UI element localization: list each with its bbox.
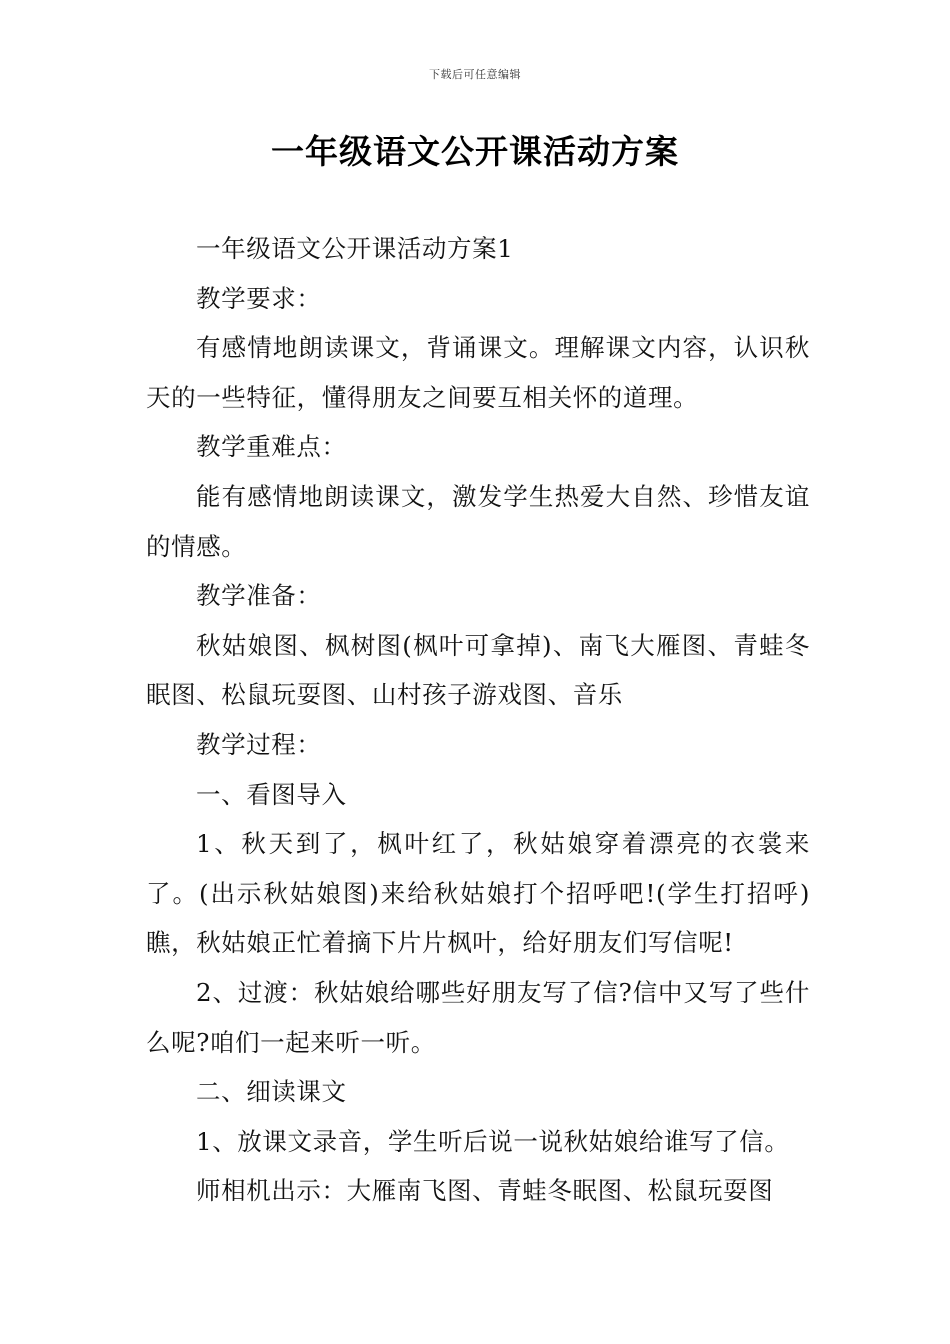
paragraph: 1、放课文录音，学生听后说一说秋姑娘给谁写了信。 xyxy=(196,1126,790,1156)
header-note: 下载后可任意编辑 xyxy=(429,68,521,81)
paragraph: 能有感情地朗读课文，激发学生热爱大自然、珍惜友谊的情感。 xyxy=(146,481,810,561)
paragraph-label: 教学重难点： xyxy=(196,432,347,462)
section-heading: 一年级语文公开课活动方案1 xyxy=(196,234,514,263)
paragraph: 1、秋天到了，枫叶红了，秋姑娘穿着漂亮的衣裳来了。(出示秋姑娘图)来给秋姑娘打个招呼吧!(学生打招呼)瞧，秋姑娘正忙着摘下片片枫叶，给好朋友们写信呢! xyxy=(146,829,810,958)
paragraph: 师相机出示：大雁南飞图、青蛙冬眠图、松鼠玩耍图 xyxy=(196,1176,774,1206)
paragraph-label: 教学要求： xyxy=(196,283,322,313)
document-body xyxy=(146,224,810,1216)
paragraph-subheading: 二、细读课文 xyxy=(196,1077,347,1107)
document-title: 一年级语文公开课活动方案 xyxy=(271,132,679,171)
paragraph: 有感情地朗读课文，背诵课文。理解课文内容，认识秋天的一些特征，懂得朋友之间要互相关怀的道理。 xyxy=(146,333,810,412)
paragraph-subheading: 一、看图导入 xyxy=(196,779,347,809)
paragraph-label: 教学准备： xyxy=(196,581,322,611)
paragraph: 秋姑娘图、枫树图(枫叶可拿掉)、南飞大雁图、青蛙冬眠图、松鼠玩耍图、山村孩子游戏图、音乐 xyxy=(146,630,810,710)
paragraph-label: 教学过程： xyxy=(196,729,322,759)
paragraph: 2、过渡：秋姑娘给哪些好朋友写了信?信中又写了些什么呢?咱们一起来听一听。 xyxy=(146,977,810,1057)
